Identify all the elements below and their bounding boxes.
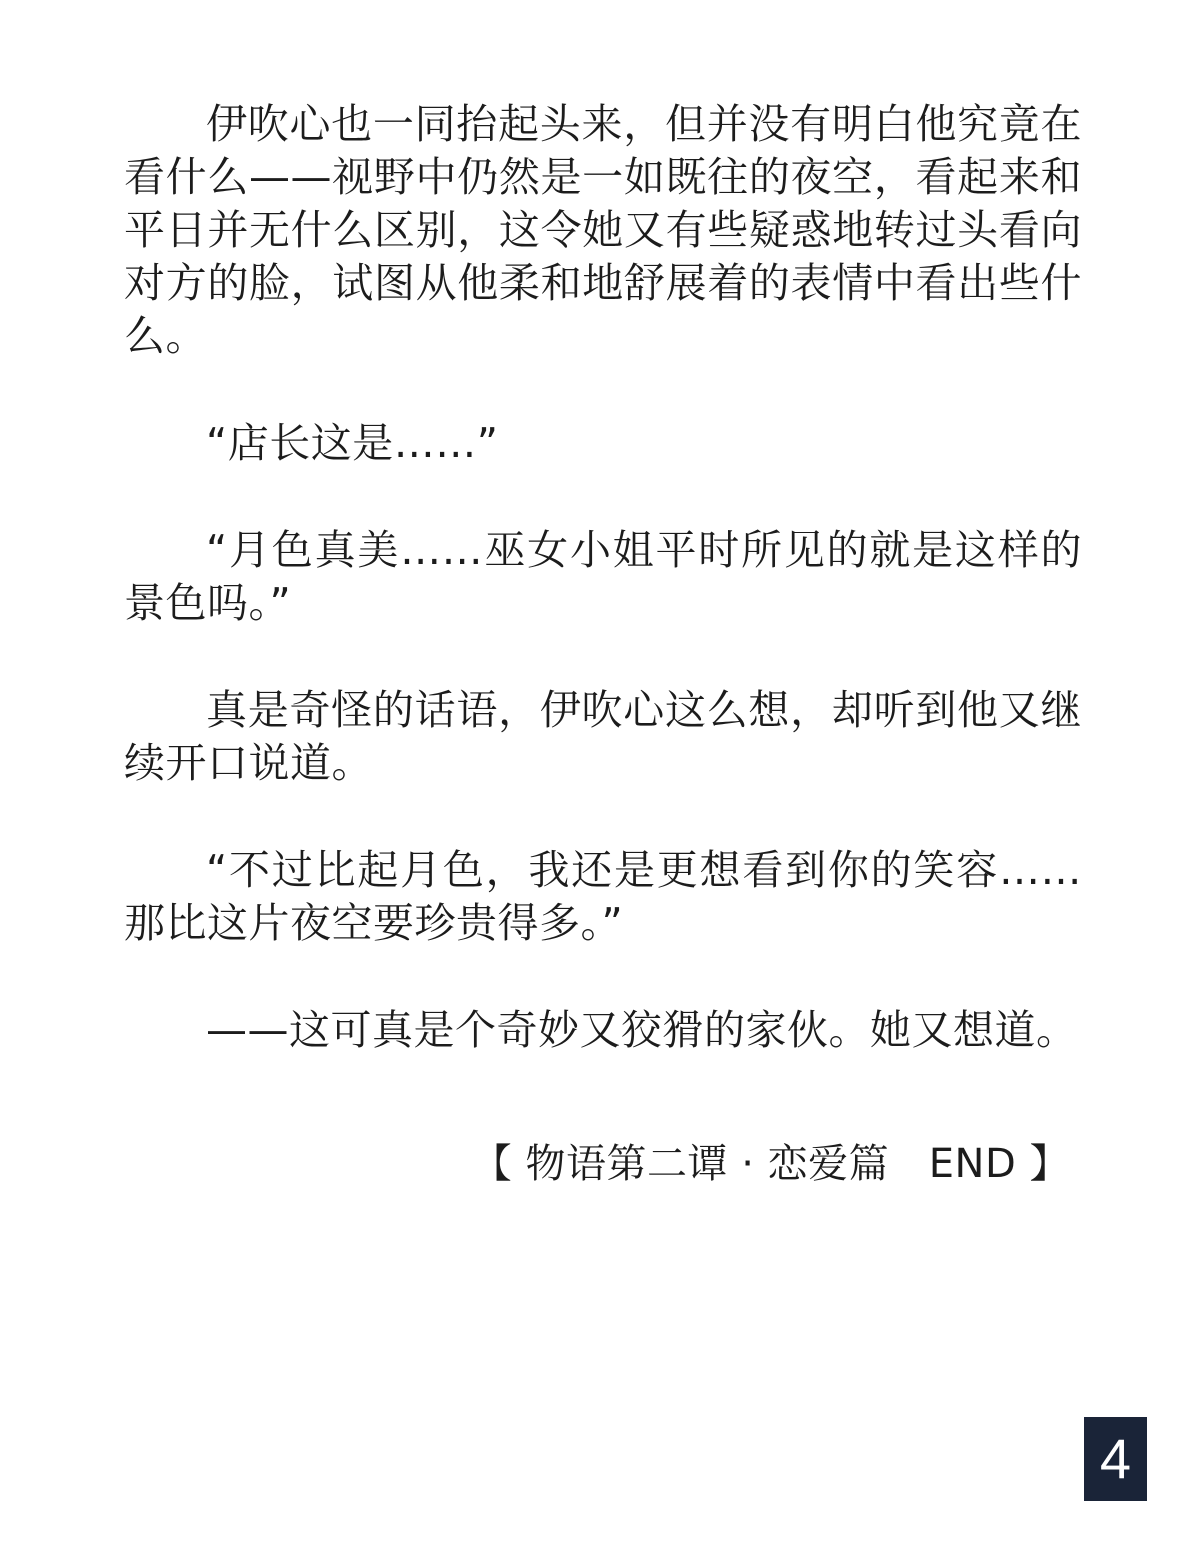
story-text xyxy=(124,98,1082,1057)
paragraph-6: ——这可真是个奇妙又狡猾的家伙。她又想道。 xyxy=(206,1006,1078,1054)
page-number-badge: 4 xyxy=(1084,1417,1147,1501)
chapter-end-mark: 【 物语第二谭 · 恋爱篇 END 】 xyxy=(471,1141,1070,1187)
paragraph-5: “不过比起月色，我还是更想看到你的笑容……那比这片夜空要珍贵得多。” xyxy=(124,846,1082,947)
paragraph-3: “月色真美……巫女小姐平时所见的就是这样的景色吗。” xyxy=(124,526,1082,627)
paragraph-4: 真是奇怪的话语，伊吹心这么想，却听到他又继续开口说道。 xyxy=(124,686,1082,787)
paragraph-2: “店长这是……” xyxy=(206,419,499,467)
paragraph-1: 伊吹心也一同抬起头来，但并没有明白他究竟在看什么——视野中仍然是一如既往的夜空，看起来和平日并无什么区别，这令她又有些疑惑地转过头看向对方的脸，试图从他柔和地舒展着的表情中看出些什么。 xyxy=(124,100,1082,360)
